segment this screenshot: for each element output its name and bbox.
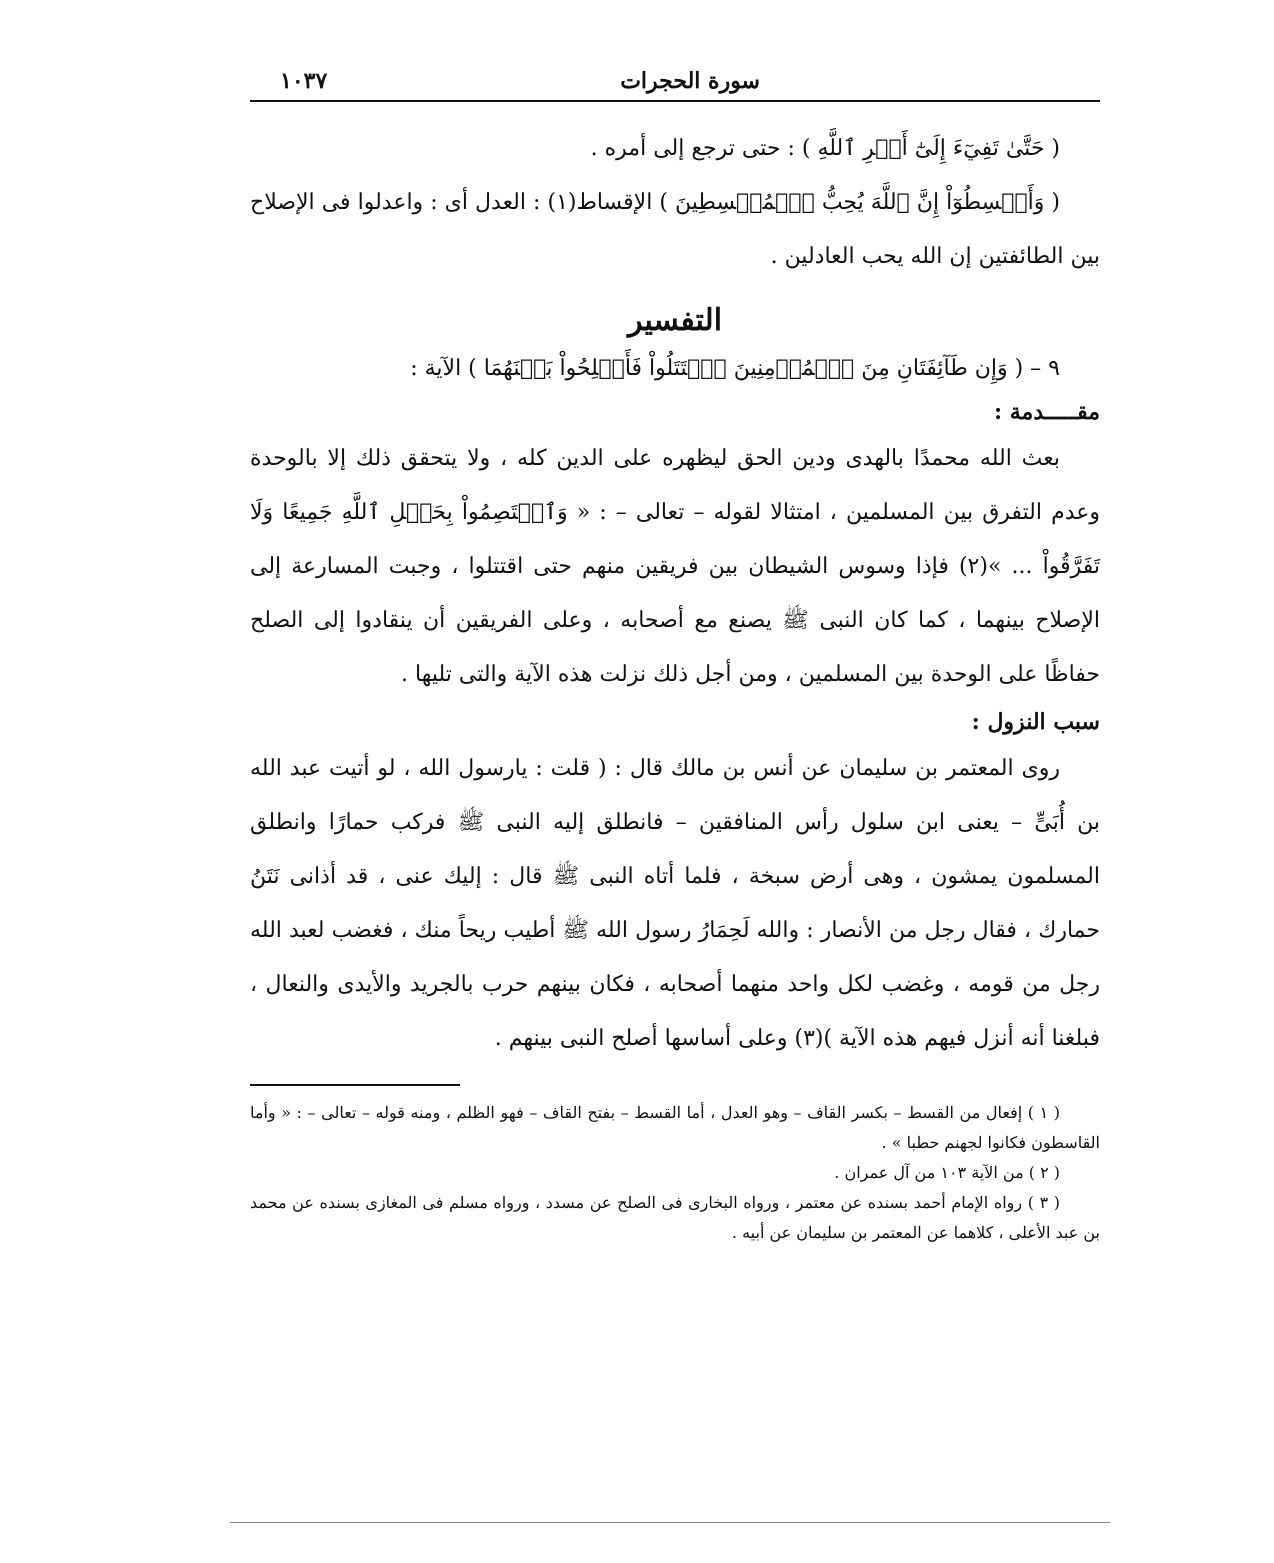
- nuzul-heading: سبب النزول :: [971, 709, 1100, 735]
- page-number: ١٠٣٧: [280, 68, 328, 94]
- footnote-2: ( ٢ ) من الآية ١٠٣ من آل عمران .: [834, 1163, 1060, 1182]
- footnote-divider: [250, 1084, 460, 1086]
- surah-title: سورة الحجرات: [620, 68, 760, 94]
- footnote-1: ( ١ ) إفعال من القسط – بكسر القاف – وهو العدل ، أما القسط – بفتح القاف – فهو الظلم ، ومنه قوله – تعالى – : « وأما القاسطون فكانوا لجهنم حطبا » .: [250, 1103, 1100, 1152]
- intro-line-2: ( وَأَقۡسِطُوٓاْ إِنَّ ٱللَّهَ يُحِبُّ ٱلۡمُقۡسِطِينَ ) الإقساط(١) : العدل أى : واعدلوا فى الإصلاح بين الطائفتين إن الله يحب العادلين .: [250, 190, 1100, 269]
- section-title: التفسير: [627, 303, 723, 338]
- intro-line-1: ( حَتَّىٰ تَفِيٓءَ إِلَىٰٓ أَمۡرِ ٱللَّهِ ) : حتى ترجع إلى أمره .: [590, 136, 1060, 161]
- muqaddima-heading: مقـــــدمة :: [993, 399, 1100, 425]
- intro-block: [250, 122, 1100, 284]
- scan-edge-line: [230, 1522, 1110, 1523]
- muqaddima-paragraph: بعث الله محمدًا بالهدى ودين الحق ليظهره على الدين كله ، ولا يتحقق ذلك إلا بالوحدة وعدم التفرق بين المسلمين ، امتثالا لقوله – تعالى – : « وَٱعۡتَصِمُواْ بِحَبۡلِ ٱللَّهِ جَمِيعًا وَلَا تَفَرَّقُواْ ... »(٢) فإذا وسوس الشيطان بين فريقين منهم حتى اقتتلوا ، وجبت المسارعة إلى الإصلاح بينهما ، كما كان النبى ﷺ يصنع مع أصحابه ، وعلى الفريقين أن ينقادوا إلى الصلح حفاظًا على الوحدة بين المسلمين ، ومن أجل ذلك نزلت هذه الآية والتى تليها .: [250, 446, 1100, 687]
- verse-heading: ٩ – ( وَإِن طَآئِفَتَانِ مِنَ ٱلۡمُؤۡمِنِينَ ٱقۡتَتَلُواْ فَأَصۡلِحُواْ بَيۡنَهُمَا ) الآية :: [410, 356, 1060, 381]
- book-page: [250, 60, 1100, 1248]
- nuzul-paragraph: روى المعتمر بن سليمان عن أنس بن مالك قال : ( قلت : يارسول الله ، لو أتيت عبد الله بن أُبَىٍّ – يعنى ابن سلول رأس المنافقين – فانطلق إليه النبى ﷺ فركب حمارًا وانطلق المسلمون يمشون ، وهى أرض سبخة ، فلما أتاه النبى ﷺ قال : إليك عنى ، قد أذانى نَتَنُ حمارك ، فقال رجل من الأنصار : والله لَحِمَارُ رسول الله ﷺ أطيب ريحاً منك ، فغضب لعبد الله رجل من قومه ، وغضب لكل واحد منهما أصحابه ، فكان بينهم حرب بالجريد والأيدى والنعال ، فبلغنا أنه أنزل فيهم هذه الآية )(٣) وعلى أساسها أصلح النبى بينهم .: [250, 756, 1100, 1051]
- footnotes: [250, 1098, 1100, 1248]
- page-header: [250, 60, 1100, 102]
- footnote-3: ( ٣ ) رواه الإمام أحمد بسنده عن معتمر ، ورواه البخارى فى الصلح عن مسدد ، ورواه مسلم فى المغازى بسنده عن محمد بن عبد الأعلى ، كلاهما عن المعتمر بن سليمان عن أبيه .: [250, 1193, 1100, 1242]
